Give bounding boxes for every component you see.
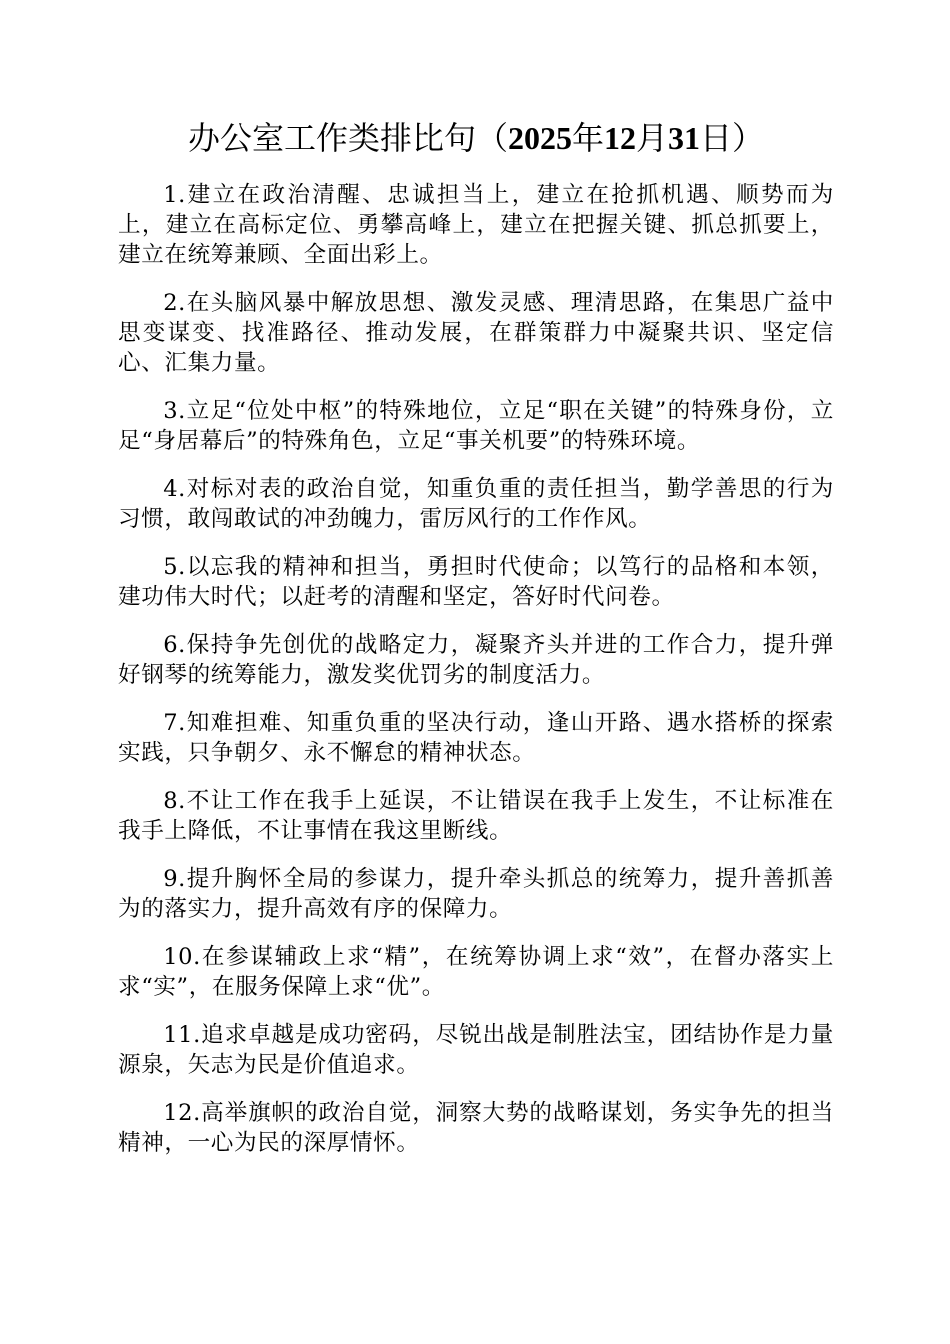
list-item: 11.追求卓越是成功密码，尽锐出战是制胜法宝，团结协作是力量源泉，矢志为民是价值追求。 — [118, 1022, 834, 1078]
sentence-list — [118, 180, 834, 1158]
list-item: 2.在头脑风暴中解放思想、激发灵感、理清思路，在集思广益中思变谋变、找准路径、推动发展，在群策群力中凝聚共识、坚定信心、汇集力量。 — [118, 290, 834, 376]
list-item: 8.不让工作在我手上延误，不让错误在我手上发生，不让标准在我手上降低，不让事情在我这里断线。 — [118, 788, 834, 844]
title-prefix: 办公室工作类排比句（ — [187, 119, 508, 157]
list-item: 1.建立在政治清醒、忠诚担当上，建立在抢抓机遇、顺势而为上，建立在高标定位、勇攀高峰上，建立在把握关键、抓总抓要上，建立在统筹兼顾、全面出彩上。 — [118, 182, 834, 268]
document-title — [118, 118, 834, 158]
list-item: 7.知难担难、知重负重的坚决行动，逢山开路、遇水搭桥的探索实践，只争朝夕、永不懈怠的精神状态。 — [118, 710, 834, 766]
title-suffix: 日） — [700, 119, 765, 157]
list-item: 6.保持争先创优的战略定力，凝聚齐头并进的工作合力，提升弹好钢琴的统筹能力，激发奖优罚劣的制度活力。 — [118, 632, 834, 688]
list-item: 4.对标对表的政治自觉，知重负重的责任担当，勤学善思的行为习惯，敢闯敢试的冲劲魄力，雷厉风行的工作作风。 — [118, 476, 834, 532]
list-item: 3.立足“位处中枢”的特殊地位，立足“职在关键”的特殊身份，立足“身居幕后”的特殊角色，立足“事关机要”的特殊环境。 — [118, 398, 834, 454]
title-year-unit: 年 — [571, 119, 604, 157]
list-item: 5.以忘我的精神和担当，勇担时代使命；以笃行的品格和本领，建功伟大时代；以赶考的清醒和坚定，答好时代问卷。 — [118, 554, 834, 610]
title-month: 12 — [604, 120, 636, 156]
list-item: 12.高举旗帜的政治自觉，洞察大势的战略谋划，务实争先的担当精神，一心为民的深厚情怀。 — [118, 1100, 834, 1156]
list-item: 9.提升胸怀全局的参谋力，提升牵头抓总的统筹力，提升善抓善为的落实力，提升高效有序的保障力。 — [118, 866, 834, 922]
title-month-unit: 月 — [636, 119, 669, 157]
list-item: 10.在参谋辅政上求“精”，在统筹协调上求“效”，在督办落实上求“实”，在服务保障上求“优”。 — [118, 944, 834, 1000]
title-day: 31 — [668, 120, 701, 156]
title-year: 2025 — [507, 120, 572, 156]
